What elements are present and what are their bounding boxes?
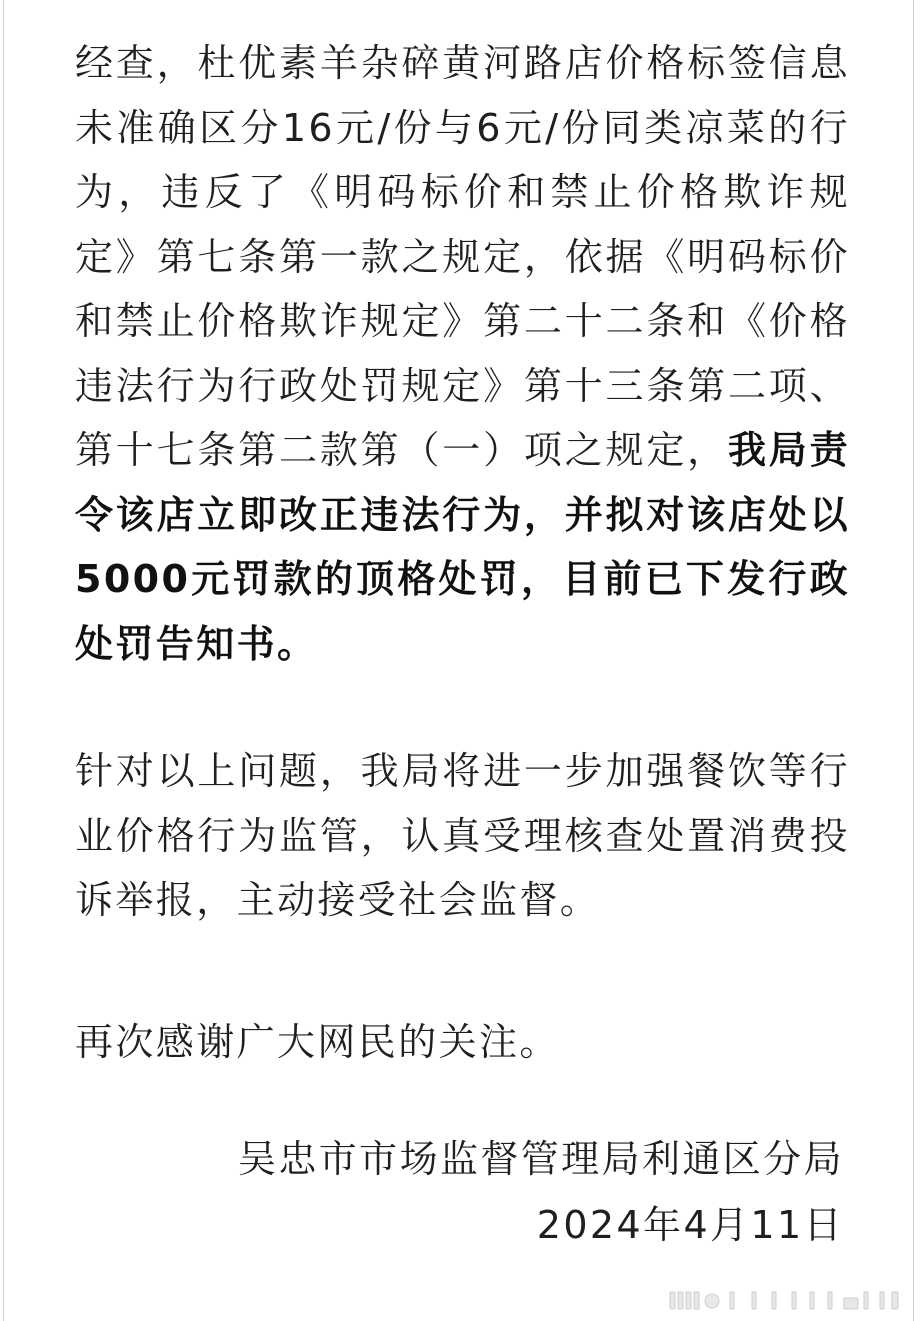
investigation-text: 经查，杜优素羊杂碎黄河路店价格标签信息未准确区分16元/份与6元/份同类凉菜的行为，违反了《明码标价和禁止价格欺诈规定》第七条第一款之规定，依据《明码标价和禁止价格欺诈规定》第二十二条和《价格违法行为行政处罚规定》第十三条第二项、第十七条第二款第（一）项之规定， <box>75 41 850 472</box>
thanks-paragraph: 再次感谢广大网民的关注。 <box>75 1020 560 1064</box>
watermark-icon <box>668 1288 903 1312</box>
page-left-border <box>3 0 4 1321</box>
signature-organization: 吴忠市市场监督管理局利通区分局 <box>237 1137 844 1181</box>
supervision-paragraph: 针对以上问题，我局将进一步加强餐饮等行业价格行为监管，认真受理核查处置消费投诉举报，主动接受社会监督。 <box>75 749 850 922</box>
signature-date: 2024年4月11日 <box>536 1203 844 1247</box>
page-right-border <box>913 0 914 1321</box>
investigation-paragraph <box>75 31 850 676</box>
penalty-decision-text: 我局责令该店立即改正违法行为，并拟对该店处以5000元罚款的顶格处罚，目前已下发行政处罚告知书。 <box>75 428 851 666</box>
